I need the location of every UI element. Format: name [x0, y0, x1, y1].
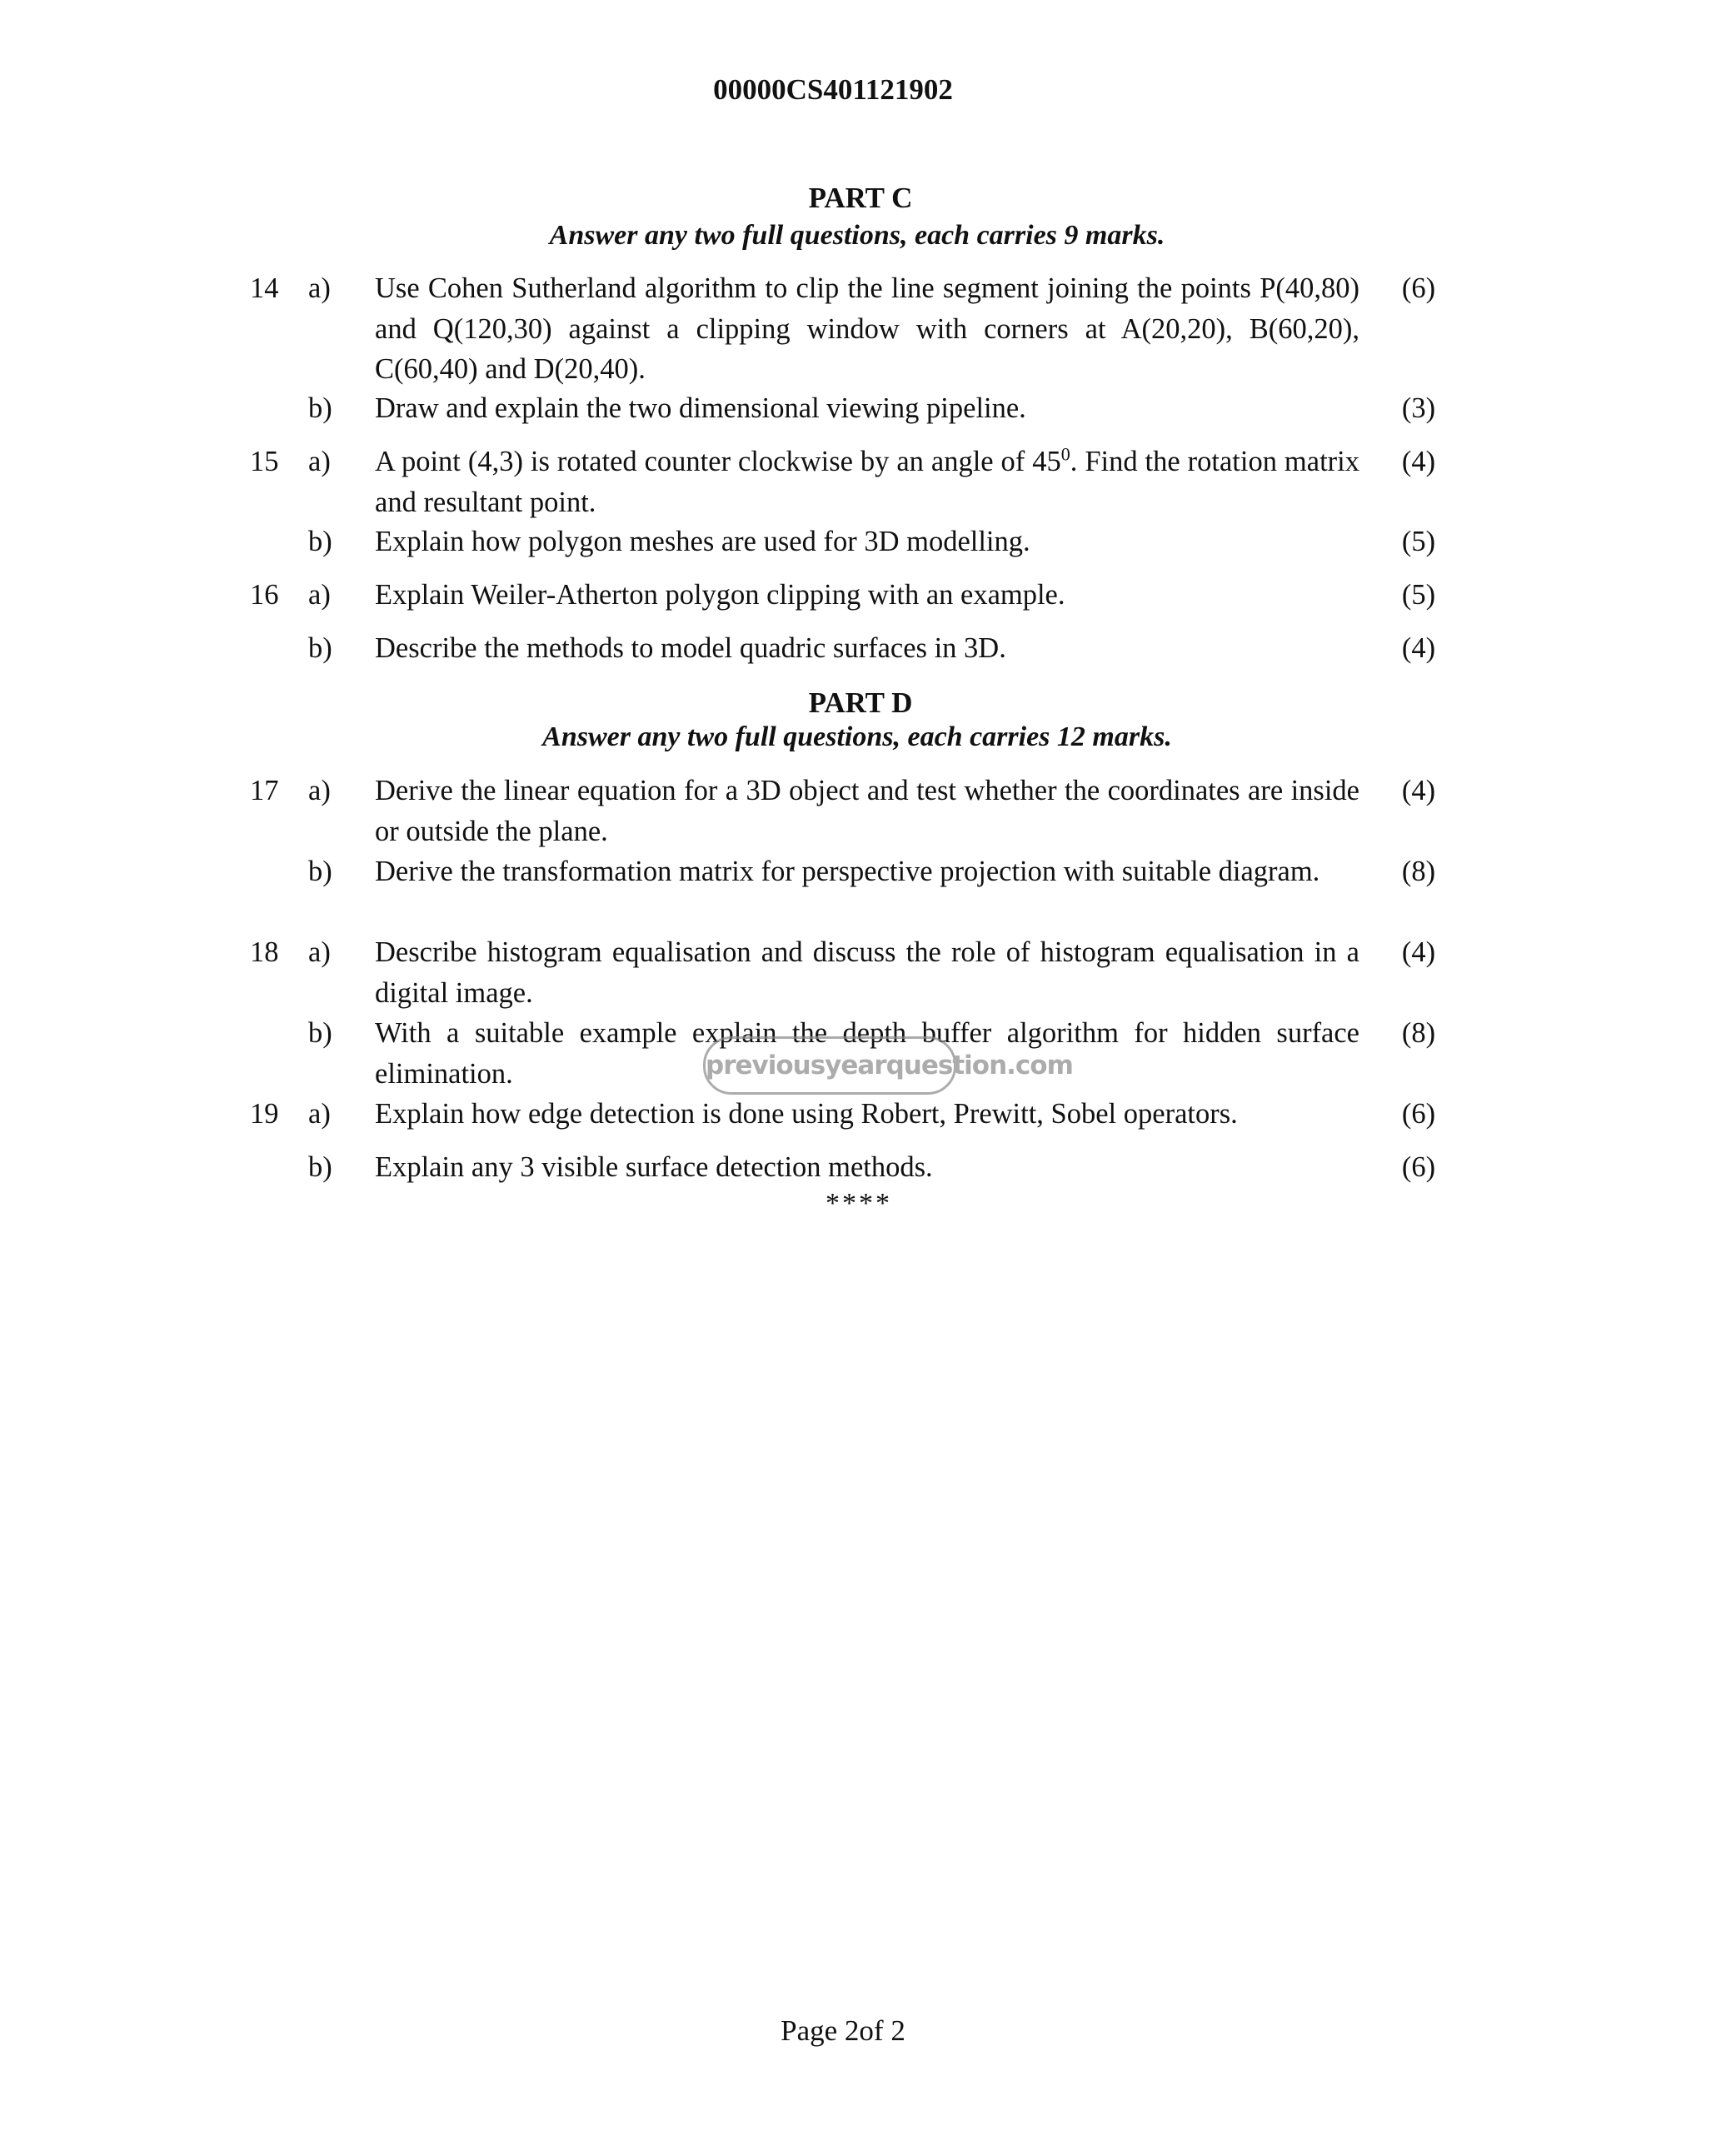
- question-number: 17: [250, 775, 279, 806]
- marks: (4): [1401, 446, 1436, 477]
- degree-superscript: 0: [1060, 443, 1070, 465]
- sub-label: a): [308, 1098, 331, 1130]
- sub-label: b): [308, 1017, 332, 1049]
- question-text: Draw and explain the two dimensional viewing pipeline.: [375, 392, 1026, 424]
- marks: (4): [1401, 775, 1436, 806]
- part-d-title: PART D: [808, 686, 913, 719]
- question-text: Describe histogram equalisation and discuss the role of histogram equalisation in a digital image.: [375, 936, 1359, 1009]
- marks: (8): [1401, 856, 1436, 887]
- question-text: A point (4,3) is rotated counter clockwise by an angle of $45^0$. Find the rotation matrix and resultant point.: [375, 443, 1359, 518]
- marks: (5): [1401, 579, 1436, 611]
- marks: (6): [1401, 1151, 1436, 1183]
- question-number: 15: [250, 446, 279, 477]
- question-text: Explain how polygon meshes are used for 3D modelling.: [375, 526, 1030, 557]
- sub-label: b): [308, 526, 332, 557]
- question-text: Use Cohen Sutherland algorithm to clip the line segment joining the points P(40,80) and Q(120,30) against a clipping window with corners at A(20,20), B(60,20), C(60,40) and D(20,40).: [375, 272, 1359, 385]
- marks: (6): [1401, 1098, 1436, 1130]
- sub-label: a): [308, 936, 331, 968]
- page-footer: Page 2of 2: [781, 2014, 905, 2047]
- end-marker: ****: [826, 1188, 892, 1219]
- sub-label: a): [308, 579, 331, 611]
- sub-label: a): [308, 775, 331, 806]
- marks: (6): [1401, 272, 1436, 304]
- question-text: Explain how edge detection is done using Robert, Prewitt, Sobel operators.: [375, 1098, 1238, 1130]
- question-number: 18: [250, 936, 279, 968]
- marks: (3): [1401, 392, 1436, 424]
- marks: (4): [1401, 632, 1436, 664]
- sub-label: b): [308, 1151, 332, 1183]
- sub-label: b): [308, 392, 332, 424]
- sub-label: a): [308, 446, 331, 477]
- marks: (4): [1401, 936, 1436, 968]
- part-c-instruction: Answer any two full questions, each carries 9 marks.: [549, 220, 1165, 251]
- question-number: 19: [250, 1098, 279, 1130]
- marks: (5): [1401, 526, 1436, 557]
- question-text: With a suitable example explain the depth buffer algorithm for hidden surface elimination.: [375, 1017, 1359, 1090]
- question-text: Derive the linear equation for a 3D object and test whether the coordinates are inside or outside the plane.: [375, 775, 1359, 847]
- sub-label: b): [308, 632, 332, 664]
- question-text: Derive the transformation matrix for perspective projection with suitable diagram.: [375, 856, 1320, 887]
- part-d-instruction: Answer any two full questions, each carries 12 marks.: [542, 721, 1172, 752]
- question-text: Explain Weiler-Atherton polygon clipping with an example.: [375, 579, 1065, 611]
- question-text: Explain any 3 visible surface detection methods.: [375, 1151, 933, 1183]
- part-c-title: PART C: [808, 182, 913, 214]
- watermark-stamp: previousyearquestion.com: [703, 1036, 956, 1095]
- question-text: Describe the methods to model quadric surfaces in 3D.: [375, 632, 1006, 664]
- question-number: 14: [250, 272, 279, 304]
- sub-label: b): [308, 856, 332, 887]
- sub-label: a): [308, 272, 331, 304]
- marks: (8): [1401, 1017, 1436, 1049]
- paper-code: 00000CS401121902: [713, 73, 953, 106]
- question-number: 16: [250, 579, 279, 611]
